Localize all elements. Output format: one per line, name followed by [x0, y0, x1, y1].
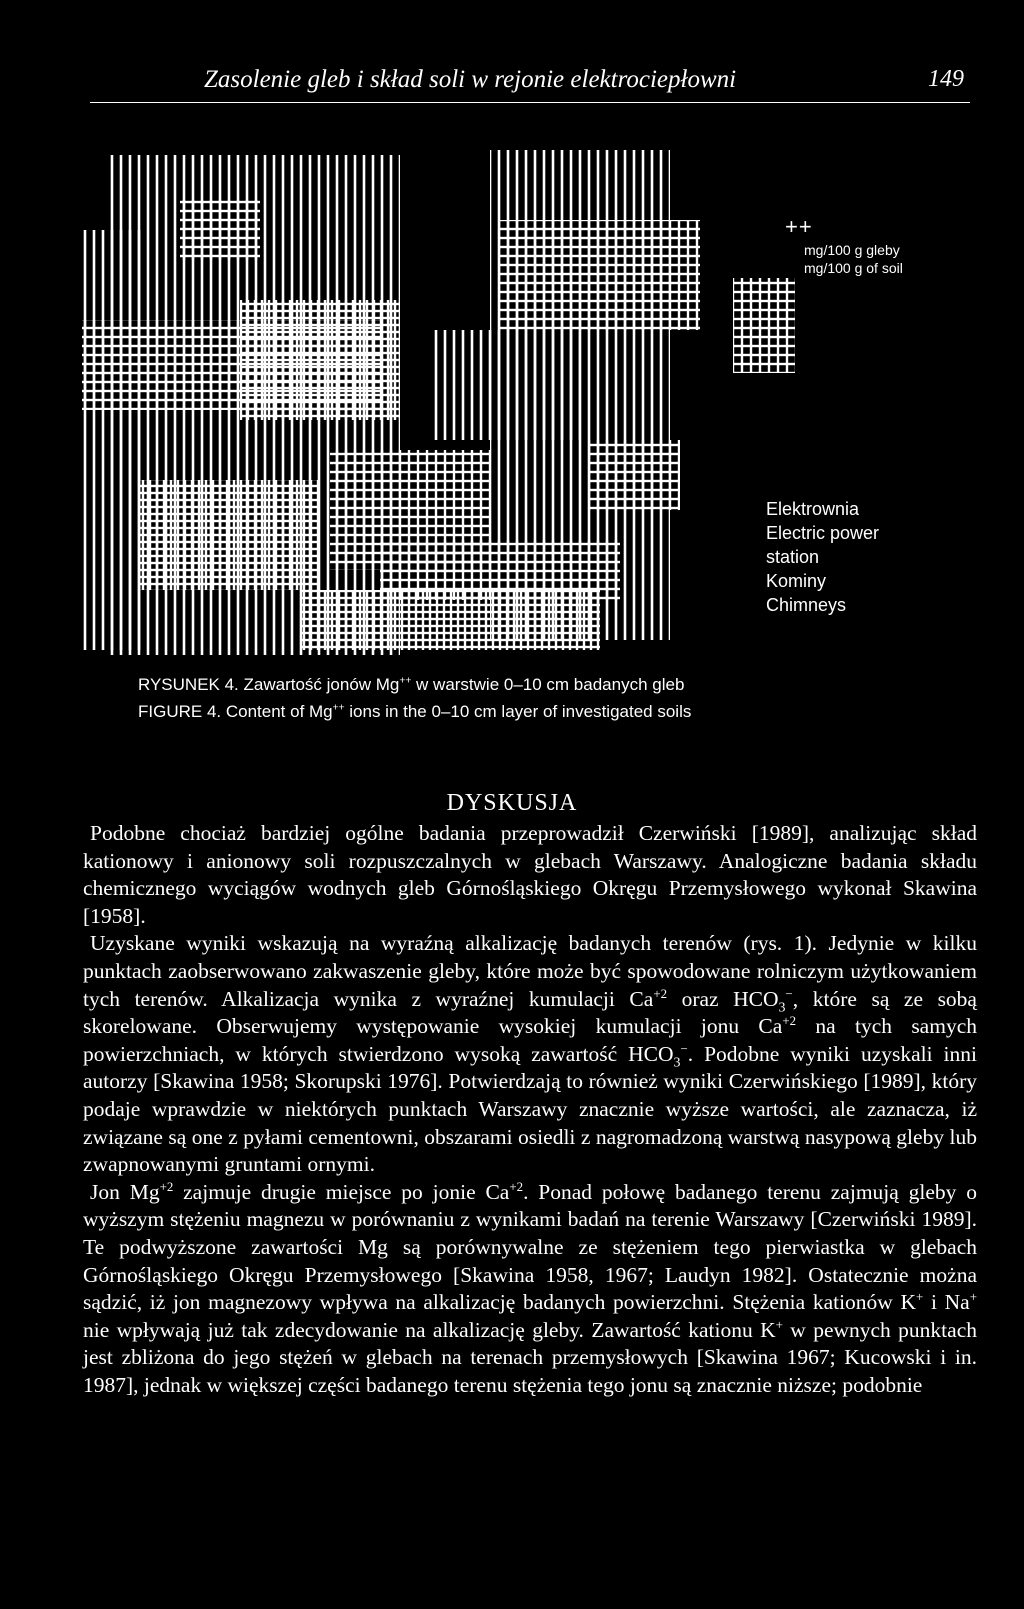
- paragraph: Podobne chociaż bardziej ogólne badania przeprowadził Czerwiński [1989], analizując skład kationowy i anionowy soli rozpuszczalnych w glebach Warszawy. Analogiczne badania składu chemicznego wyciągów wodnych gleb Górnośląskiego Okręgu Przemysłowego wykonał Skawina [1958].: [83, 821, 977, 928]
- legend-power-station: [766, 497, 879, 617]
- legend-chimneys-pl: Kominy: [766, 571, 827, 591]
- legend-chimneys-en: Chimneys: [766, 595, 847, 615]
- legend-station-en-1: Electric power: [766, 523, 880, 543]
- figure-caption-en: FIGURE 4. Content of Mg++ ions in the 0–10 cm layer of investigated soils: [138, 702, 692, 721]
- legend-station-en-2: station: [766, 547, 820, 567]
- legend-station-pl: Elektrownia: [766, 499, 860, 519]
- legend-unit-pl: mg/100 g gleby: [804, 242, 900, 258]
- running-title: Zasolenie gleb i skład soli w rejonie elektrociepłowni: [204, 66, 737, 93]
- paragraph: Uzyskane wyniki wskazują na wyraźną alkalizację badanych terenów (rys. 1). Jedynie w kilku punktach zaobserwowano zakwaszenie gleby, które może być spowodowane rolniczym użytkowaniem tych terenów. Alkalizacja wynika z wyraźnej kumulacji $Ca^{+2}$ oraz $HCO_3^-$, które są ze sobą skorelowane. Obserwujemy występowanie wysokiej kumulacji jonu $Ca^{+2}$ na tych samych powierzchniach, w których stwierdzono wysoką zawartość $HCO_3^-$. Podobne wyniki uzyskali inni autorzy [Skawina 1958; Skorupski 1976]. Potwierdzają to również wyniki Czerwińskiego [1989], który podaje wprawdzie w niektórych punktach Warszawy znacznie wyższe wartości, ale zaznacza, iż związane są one z pyłami cementowni, obszarami osiedli z nagromadzoną warstwą nasypową gleby lub zwapnowanymi gruntami ornymi.: [83, 931, 977, 1177]
- figure-caption-pl: RYSUNEK 4. Zawartość jonów Mg++ w warstwie 0–10 cm badanych gleb: [138, 675, 685, 694]
- body-text: [83, 820, 977, 1399]
- legend-ion-symbol: ++: [785, 214, 813, 239]
- legend-unit-en: mg/100 g of soil: [804, 260, 903, 276]
- map-areas: [82, 150, 795, 655]
- paragraph: Jon $Mg^{+2}$ zajmuje drugie miejsce po jonie $Ca^{+2}$. Ponad połowę badanego terenu zajmują gleby o wyższym stężeniu magnezu w porównaniu z wynikami badań na terenie Warszawy [Czerwiński 1989]. Te podwyższone zawartości Mg są porównywalne ze stężeniem tego pierwiastka w glebach Górnośląskiego Okręgu Przemysłowego [Skawina 1958, 1967; Laudyn 1982]. Ostatecznie można sądzić, iż jon magnezowy wpływa na alkalizację badanych powierzchni. Stężenia kationów K+ i Na+ nie wpływają już tak zdecydowanie na alkalizację gleby. Zawartość kationu K+ w pewnych punktach jest zbliżona do jego stężeń w glebach na terenach przemysłowych [Skawina 1967; Kucowski i in. 1987], jednak w większej części badanego terenu stężenia tego jonu są znacznie niższe; podobnie: [83, 1179, 978, 1397]
- section-heading: DYSKUSJA: [446, 790, 578, 816]
- page-number: 149: [928, 66, 964, 92]
